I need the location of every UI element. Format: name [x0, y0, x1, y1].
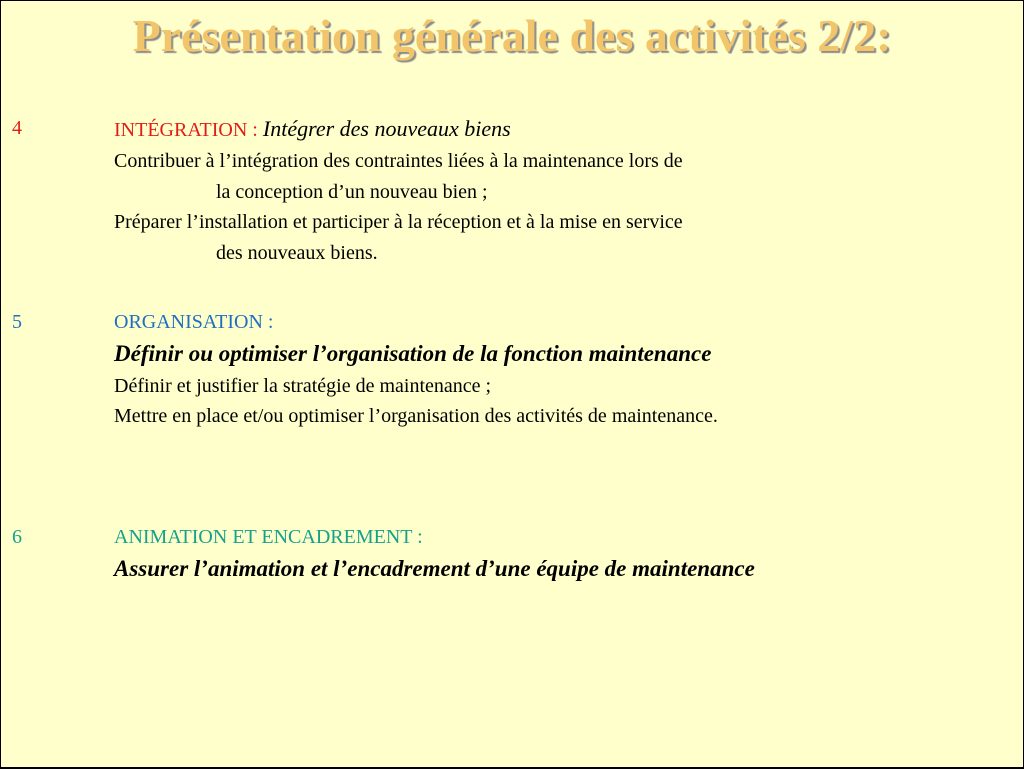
slide	[1, 1, 1023, 767]
section-4-subtitle: Intégrer des nouveaux biens	[262, 116, 511, 141]
section-4-line-3: Préparer l’installation et participer à la réception et à la mise en service	[114, 211, 683, 233]
section-4-number: 4	[12, 117, 22, 139]
section-6-number: 6	[12, 526, 22, 548]
section-5-subtitle: Définir ou optimiser l’organisation de la fonction maintenance	[114, 341, 712, 366]
section-6-subtitle: Assurer l’animation et l’encadrement d’une équipe de maintenance	[114, 556, 755, 581]
section-4-line-4: des nouveaux biens.	[216, 242, 378, 264]
section-4-line-2: la conception d’un nouveau bien ;	[216, 181, 488, 203]
section-4-heading-line	[114, 118, 511, 140]
section-4-line-1: Contribuer à l’intégration des contraintes liées à la maintenance lors de	[114, 150, 683, 172]
section-5-heading: ORGANISATION :	[114, 311, 274, 333]
section-5-line-1: Définir et justifier la stratégie de maintenance ;	[114, 375, 492, 397]
section-6-heading: ANIMATION ET ENCADREMENT :	[114, 526, 423, 548]
section-5-line-2: Mettre en place et/ou optimiser l’organisation des activités de maintenance.	[114, 405, 718, 427]
slide-title: Présentation générale des activités 2/2:	[132, 10, 892, 61]
section-4-heading: INTÉGRATION :	[114, 119, 263, 141]
section-5-number: 5	[12, 311, 22, 333]
